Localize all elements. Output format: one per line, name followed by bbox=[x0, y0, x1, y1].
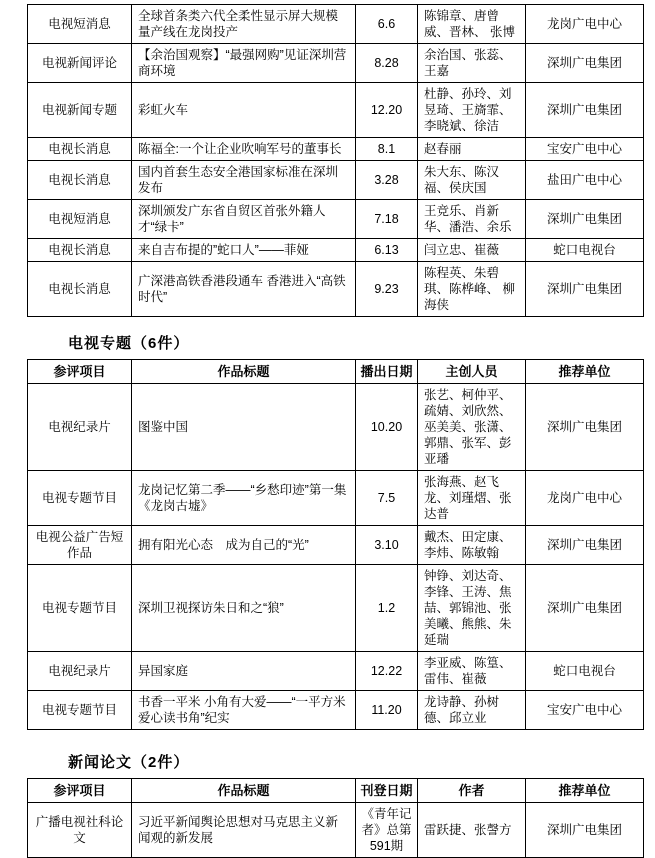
column-header: 播出日期 bbox=[356, 360, 418, 384]
table-row bbox=[28, 44, 644, 83]
column-header: 作品标题 bbox=[132, 360, 356, 384]
column-header: 推荐单位 bbox=[526, 360, 644, 384]
cell-org: 深圳广电集团 bbox=[526, 200, 644, 239]
cell-title: 龙岗记忆第二季——“乡愁印迹”第一集《龙岗古墟》 bbox=[132, 471, 356, 526]
cell-title: 异国家庭 bbox=[132, 652, 356, 691]
cell-category: 电视长消息 bbox=[28, 161, 132, 200]
awards-table-continuation bbox=[27, 4, 644, 317]
column-header: 作品标题 bbox=[132, 779, 356, 803]
cell-org: 宝安广电中心 bbox=[526, 691, 644, 730]
header-row bbox=[28, 360, 644, 384]
cell-people: 王竞乐、肖新华、潘浩、余乐 bbox=[418, 200, 526, 239]
header-row bbox=[28, 779, 644, 803]
cell-title: 全球首条类六代全柔性显示屏大规模量产线在龙岗投产 bbox=[132, 5, 356, 44]
cell-title: 深圳卫视探访朱日和之“狼” bbox=[132, 565, 356, 652]
cell-category: 电视长消息 bbox=[28, 138, 132, 161]
section-heading-tv-feature: 电视专题（6件） bbox=[68, 335, 190, 352]
cell-org: 宝安广电中心 bbox=[526, 138, 644, 161]
cell-people: 赵春丽 bbox=[418, 138, 526, 161]
table-row bbox=[28, 138, 644, 161]
cell-category: 电视纪录片 bbox=[28, 652, 132, 691]
cell-date: 6.13 bbox=[356, 239, 418, 262]
cell-org: 深圳广电集团 bbox=[526, 526, 644, 565]
cell-people: 陈程英、朱碧琪、陈桦峰、 柳海侠 bbox=[418, 262, 526, 317]
cell-people: 张海燕、赵飞龙、刘瑾熠、张达普 bbox=[418, 471, 526, 526]
cell-title: 广深港高铁香港段通车 香港进入“高铁时代” bbox=[132, 262, 356, 317]
cell-org: 深圳广电集团 bbox=[526, 262, 644, 317]
table-row bbox=[28, 200, 644, 239]
table-row bbox=[28, 652, 644, 691]
cell-org: 蛇口电视台 bbox=[526, 239, 644, 262]
column-header: 参评项目 bbox=[28, 360, 132, 384]
cell-org: 龙岗广电中心 bbox=[526, 5, 644, 44]
cell-date: 6.6 bbox=[356, 5, 418, 44]
table-row bbox=[28, 691, 644, 730]
table-row bbox=[28, 161, 644, 200]
cell-category: 广播电视社科论文 bbox=[28, 803, 132, 858]
column-header: 推荐单位 bbox=[526, 779, 644, 803]
table-row bbox=[28, 526, 644, 565]
table-row bbox=[28, 239, 644, 262]
cell-date: 10.20 bbox=[356, 384, 418, 471]
table-row bbox=[28, 803, 644, 858]
tv-feature-table bbox=[27, 359, 644, 730]
cell-title: 【余治国观察】“最强网购”见证深圳营商环境 bbox=[132, 44, 356, 83]
column-header: 刊登日期 bbox=[356, 779, 418, 803]
cell-date: 8.28 bbox=[356, 44, 418, 83]
cell-people: 杜静、孙玲、刘昱琦、王旖霏、李晓斌、徐洁 bbox=[418, 83, 526, 138]
cell-date: 12.20 bbox=[356, 83, 418, 138]
cell-people: 余治国、张蕊、王嘉 bbox=[418, 44, 526, 83]
cell-title: 国内首套生态安全港国家标准在深圳发布 bbox=[132, 161, 356, 200]
cell-org: 盐田广电中心 bbox=[526, 161, 644, 200]
cell-category: 电视新闻专题 bbox=[28, 83, 132, 138]
cell-people: 张艺、柯仲平、疏婧、刘欣然、巫美美、张潇、郭鼎、张军、彭亚璠 bbox=[418, 384, 526, 471]
cell-people: 朱大东、陈汉福、侯庆国 bbox=[418, 161, 526, 200]
cell-org: 深圳广电集团 bbox=[526, 44, 644, 83]
cell-title: 来自吉布提的”蛇口人”——菲娅 bbox=[132, 239, 356, 262]
cell-title: 习近平新闻舆论思想对马克思主义新闻观的新发展 bbox=[132, 803, 356, 858]
table-row bbox=[28, 384, 644, 471]
column-header: 主创人员 bbox=[418, 360, 526, 384]
cell-people: 龙诗静、孙树德、邱立业 bbox=[418, 691, 526, 730]
cell-people: 李亚威、陈篁、雷伟、崔薇 bbox=[418, 652, 526, 691]
section-heading-news-paper: 新闻论文（2件） bbox=[68, 754, 190, 771]
table-row bbox=[28, 83, 644, 138]
cell-people: 陈锦章、唐曾威、晋林、 张博 bbox=[418, 5, 526, 44]
cell-date: 3.28 bbox=[356, 161, 418, 200]
cell-people: 雷跃捷、张謦方 bbox=[418, 803, 526, 858]
cell-title: 拥有阳光心态 成为自己的“光” bbox=[132, 526, 356, 565]
cell-people: 钟铮、刘达奇、李锋、王涛、焦喆、郭锦池、张美曦、熊熊、朱延瑞 bbox=[418, 565, 526, 652]
column-header: 作者 bbox=[418, 779, 526, 803]
table-row bbox=[28, 471, 644, 526]
cell-category: 电视专题节目 bbox=[28, 471, 132, 526]
cell-date: 11.20 bbox=[356, 691, 418, 730]
cell-people: 闫立忠、崔薇 bbox=[418, 239, 526, 262]
cell-category: 电视公益广告短作品 bbox=[28, 526, 132, 565]
cell-org: 深圳广电集团 bbox=[526, 384, 644, 471]
cell-category: 电视纪录片 bbox=[28, 384, 132, 471]
cell-date: 8.1 bbox=[356, 138, 418, 161]
cell-org: 深圳广电集团 bbox=[526, 803, 644, 858]
cell-title: 书香一平米 小角有大爱——“一平方米爱心读书角”纪实 bbox=[132, 691, 356, 730]
table-row bbox=[28, 5, 644, 44]
news-paper-table bbox=[27, 778, 644, 858]
cell-category: 电视短消息 bbox=[28, 5, 132, 44]
cell-date: 《青年记者》总第591期 bbox=[356, 803, 418, 858]
column-header: 参评项目 bbox=[28, 779, 132, 803]
cell-category: 电视长消息 bbox=[28, 262, 132, 317]
cell-category: 电视新闻评论 bbox=[28, 44, 132, 83]
cell-org: 蛇口电视台 bbox=[526, 652, 644, 691]
cell-date: 12.22 bbox=[356, 652, 418, 691]
cell-date: 9.23 bbox=[356, 262, 418, 317]
cell-category: 电视专题节目 bbox=[28, 691, 132, 730]
cell-category: 电视短消息 bbox=[28, 200, 132, 239]
cell-category: 电视专题节目 bbox=[28, 565, 132, 652]
cell-org: 深圳广电集团 bbox=[526, 83, 644, 138]
cell-date: 3.10 bbox=[356, 526, 418, 565]
cell-title: 彩虹火车 bbox=[132, 83, 356, 138]
cell-category: 电视长消息 bbox=[28, 239, 132, 262]
table-row bbox=[28, 565, 644, 652]
cell-title: 图鉴中国 bbox=[132, 384, 356, 471]
cell-date: 7.5 bbox=[356, 471, 418, 526]
table-row bbox=[28, 262, 644, 317]
cell-org: 深圳广电集团 bbox=[526, 565, 644, 652]
cell-people: 戴杰、田定康、李炜、陈敏翰 bbox=[418, 526, 526, 565]
cell-date: 1.2 bbox=[356, 565, 418, 652]
cell-org: 龙岗广电中心 bbox=[526, 471, 644, 526]
cell-title: 陈福全:一个让企业吹响军号的董事长 bbox=[132, 138, 356, 161]
cell-title: 深圳颁发广东省自贸区首张外籍人才“绿卡” bbox=[132, 200, 356, 239]
cell-date: 7.18 bbox=[356, 200, 418, 239]
